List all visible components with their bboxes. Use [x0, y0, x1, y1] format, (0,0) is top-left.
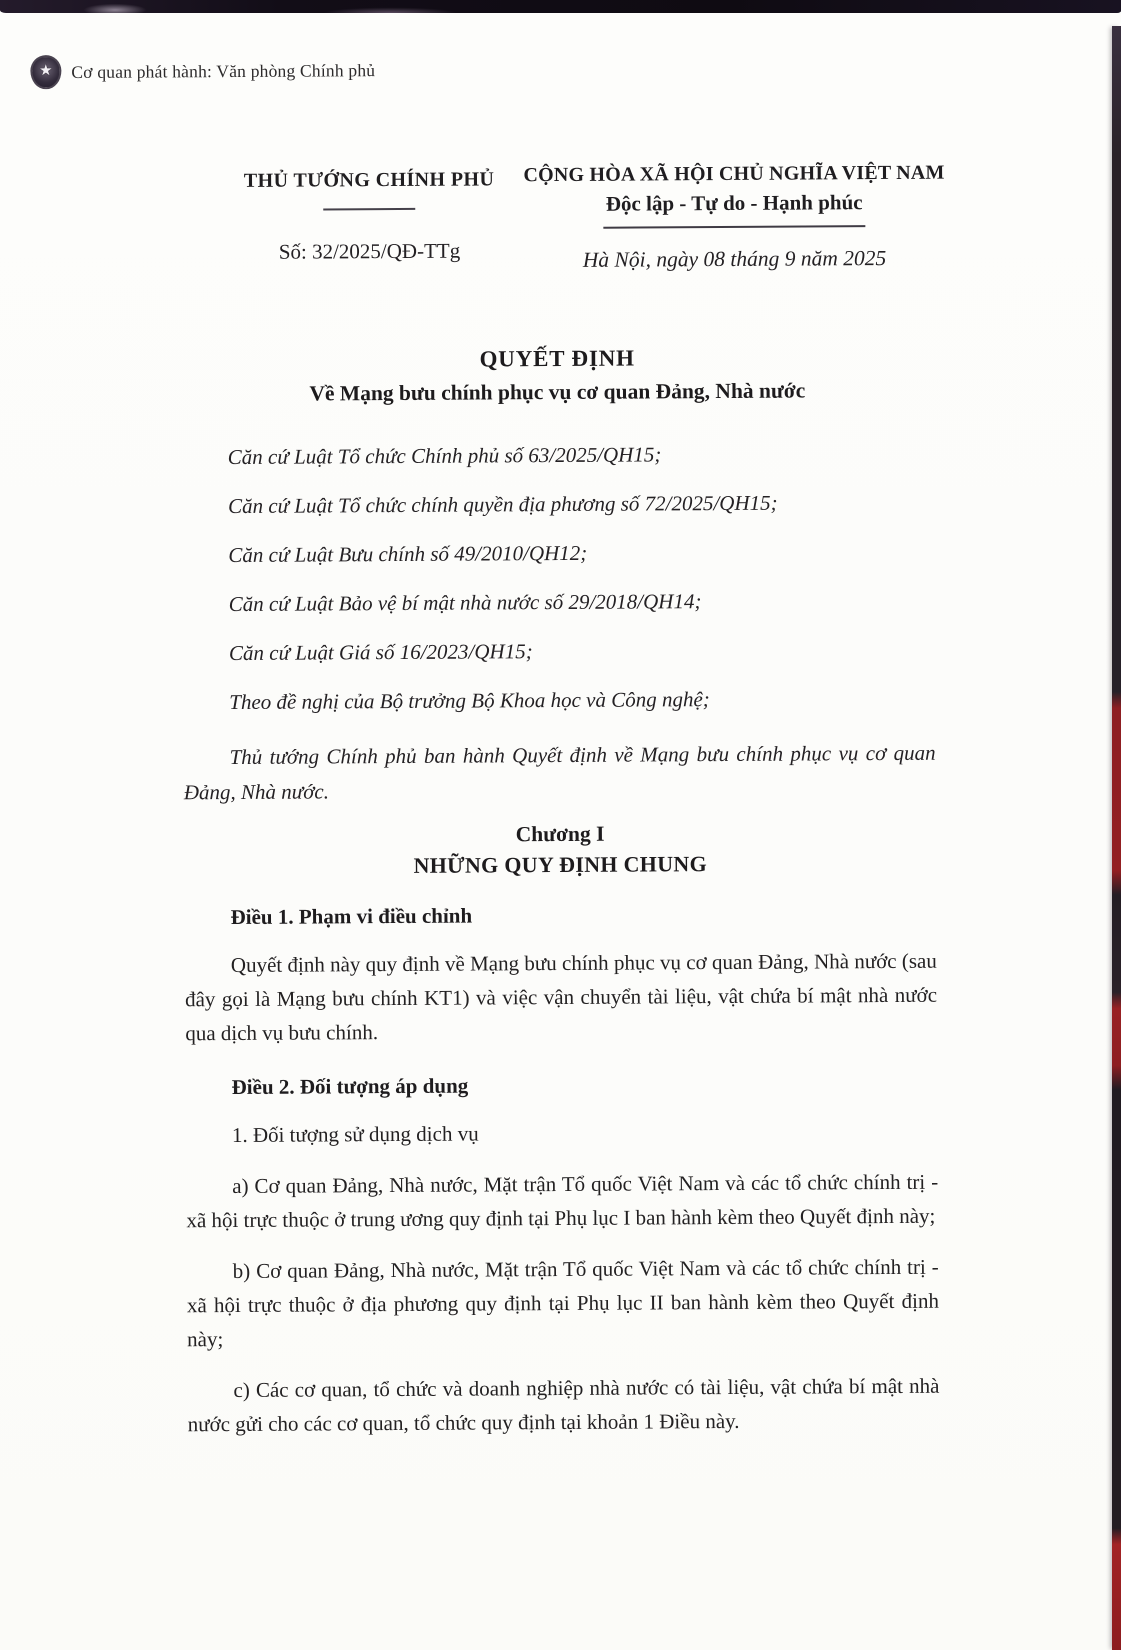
preamble-citation: Căn cứ Luật Bảo vệ bí mật nhà nước số 29/2018/QH14;: [228, 589, 702, 617]
issuer-row: [30, 53, 375, 89]
enactment-clause: Thủ tướng Chính phủ ban hành Quyết định về Mạng bưu chính phục vụ cơ quan Đảng, Nhà nước.: [183, 740, 936, 805]
chapter-heading: [184, 819, 936, 881]
document-body: [182, 442, 940, 1442]
article-paragraph: c) Các cơ quan, tổ chức và doanh nghiệp nhà nước có tài liệu, vật chứa bí mật nhà nước gửi cho các cơ quan, tổ chức quy định tại khoản 1 Điều này.: [187, 1373, 940, 1437]
national-motto: Độc lập - Tự do - Hạnh phúc: [605, 190, 863, 216]
header-right-block: [495, 161, 974, 273]
article-paragraph: b) Cơ quan Đảng, Nhà nước, Mặt trận Tổ quốc Việt Nam và các tổ chức chính trị - xã hội trực thuộc ở địa phương quy định tại Phụ lục II ban hành kèm theo Quyết định này;: [186, 1254, 939, 1352]
article-heading: Điều 1. Phạm vi điều chỉnh: [230, 903, 473, 930]
motto-underline: [603, 225, 865, 229]
preamble-citation: Căn cứ Luật Bưu chính số 49/2010/QH12;: [228, 540, 588, 568]
chapter-number: Chương I: [515, 821, 605, 847]
article-paragraph: a) Cơ quan Đảng, Nhà nước, Mặt trận Tổ quốc Việt Nam và các tổ chức chính trị - xã hội trực thuộc ở trung ương quy định tại Phụ lục I ban hành kèm theo Quyết định này;: [186, 1169, 939, 1233]
article-heading: Điều 2. Đối tượng áp dụng: [231, 1073, 469, 1100]
place-and-date: Hà Nội, ngày 08 tháng 9 năm 2025: [582, 246, 887, 272]
header-left-block: [223, 168, 516, 265]
national-title: CỘNG HÒA XÃ HỘI CHỦ NGHĨA VIỆT NAM: [523, 161, 945, 187]
document-title-block: [181, 344, 933, 408]
chapter-title: NHỮNG QUY ĐỊNH CHUNG: [413, 851, 708, 878]
national-emblem-icon: [30, 55, 61, 89]
preamble-citation: Theo đề nghị của Bộ trưởng Bộ Khoa học và Công nghệ;: [229, 687, 710, 715]
article-paragraph: Quyết định này quy định về Mạng bưu chính phục vụ cơ quan Đảng, Nhà nước (sau đây gọi là Mạng bưu chính KT1) và việc vận chuyển tài liệu, vật chứa bí mật nhà nước qua dịch vụ bưu chính.: [184, 948, 938, 1046]
document-kind: QUYẾT ĐỊNH: [479, 345, 635, 372]
preamble-citation: Căn cứ Luật Giá số 16/2023/QH15;: [228, 639, 533, 666]
article-paragraph: 1. Đối tượng sử dụng dịch vụ: [231, 1121, 479, 1148]
issuer-note: Cơ quan phát hành: Văn phòng Chính phủ: [71, 59, 376, 82]
document-number: Số: 32/2025/QĐ-TTg: [278, 238, 461, 264]
authority-underline: [323, 208, 415, 211]
issuing-authority: THỦ TƯỚNG CHÍNH PHỦ: [243, 168, 495, 192]
preamble-citation: Căn cứ Luật Tổ chức Chính phủ số 63/2025/QH15;: [227, 442, 662, 470]
document-subject: Về Mạng bưu chính phục vụ cơ quan Đảng, Nhà nước: [309, 378, 806, 406]
preamble-citation: Căn cứ Luật Tổ chức chính quyền địa phương số 72/2025/QH15;: [227, 490, 778, 519]
emblem-star-glyph: ★: [39, 60, 53, 79]
